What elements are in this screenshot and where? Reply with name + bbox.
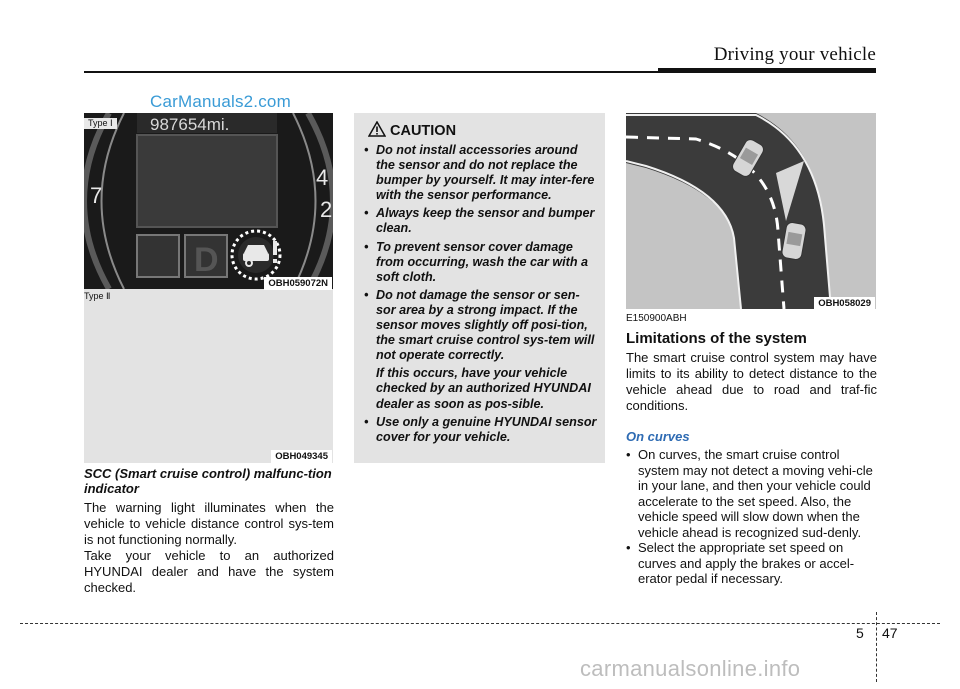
caution-item: • To prevent sensor cover damage from occurring, wash the car with a soft cloth. — [364, 239, 589, 284]
curve-road-illustration — [626, 113, 876, 309]
svg-text:4: 4 — [316, 165, 329, 190]
svg-text:2: 2 — [320, 197, 333, 222]
watermark-bottom: carmanualsonline.info — [580, 656, 801, 681]
caution-item: • Always keep the sensor and bumper clean. — [364, 206, 595, 236]
figure-curve-road — [626, 113, 876, 309]
left-paragraph-2: Take your vehicle to an authorized HYUNDAI dealer and have the system checked. — [84, 548, 334, 595]
instrument-cluster-image — [84, 113, 333, 289]
caution-item: • Do not install accessories around the sensor and do not replace the bumper by yourself. It may inter-fere with the sensor performance. — [364, 143, 595, 203]
footer-divider — [876, 612, 877, 682]
svg-text:D: D — [194, 241, 219, 279]
page-number: 47 — [882, 625, 898, 641]
figure-code-1: OBH059072N — [264, 277, 332, 290]
type2-label: Type Ⅱ — [84, 291, 111, 301]
right-heading: Limitations of the system — [626, 330, 807, 347]
list-item: • On curves, the smart cruise control system may not detect a moving vehi-cle in your lane, and then your vehicle could accelerate to the set speed. Also, the vehicle speed will slow down when the vehicle ahead is recognized sud-denly. — [626, 447, 873, 540]
figure-sensor-indicator — [84, 113, 333, 463]
odometer-readout: 987654mi. — [150, 115, 230, 134]
right-paragraph: The smart cruise control system may have limits to its ability to detect distance to the vehicle ahead due to road and traf-fic conditions. — [626, 350, 877, 413]
section-title: Driving your vehicle — [713, 44, 876, 65]
svg-text:7: 7 — [90, 183, 103, 208]
header-rule — [84, 71, 876, 73]
right-bullet-list — [626, 447, 877, 587]
figure-code-2: OBH049345 — [271, 450, 332, 463]
right-subheading: On curves — [626, 429, 690, 444]
left-paragraph-1: The warning light illuminates when the vehicle to vehicle distance control sys-tem is not functioning normally. — [84, 500, 334, 547]
watermark-link[interactable]: CarManuals2.com — [150, 92, 291, 111]
list-item: • Select the appropriate set speed on curves and apply the brakes or accel-erator pedal if necessary. — [626, 540, 855, 586]
caution-item: • Do not damage the sensor or sen-sor area by a strong impact. If the sensor moves slightly off posi-tion, the smart cruise control sys-tem will not operate correctly. If this occurs, have your vehicle checked by an authorized HYUNDAI dealer as soon as pos-sible. — [364, 288, 599, 412]
caution-item: • Use only a genuine HYUNDAI sensor cover for your vehicle. — [364, 414, 597, 444]
cluster-illustration — [84, 113, 333, 289]
type1-label: Type Ⅰ — [84, 118, 117, 129]
footer-rule — [20, 623, 940, 624]
reference-code: E150900ABH — [626, 313, 687, 324]
left-heading: SCC (Smart cruise control) malfunc-tion indicator — [84, 466, 332, 496]
figure-code-right: OBH058029 — [814, 297, 875, 309]
warning-triangle-icon — [368, 121, 386, 137]
caution-title: CAUTION — [390, 123, 457, 139]
caution-box — [354, 113, 605, 463]
caution-item-subtext: If this occurs, have your vehicle checked by an authorized HYUNDAI dealer as soon as pos-sible. — [376, 366, 591, 411]
caution-list — [364, 143, 599, 448]
chapter-number: 5 — [856, 625, 864, 641]
